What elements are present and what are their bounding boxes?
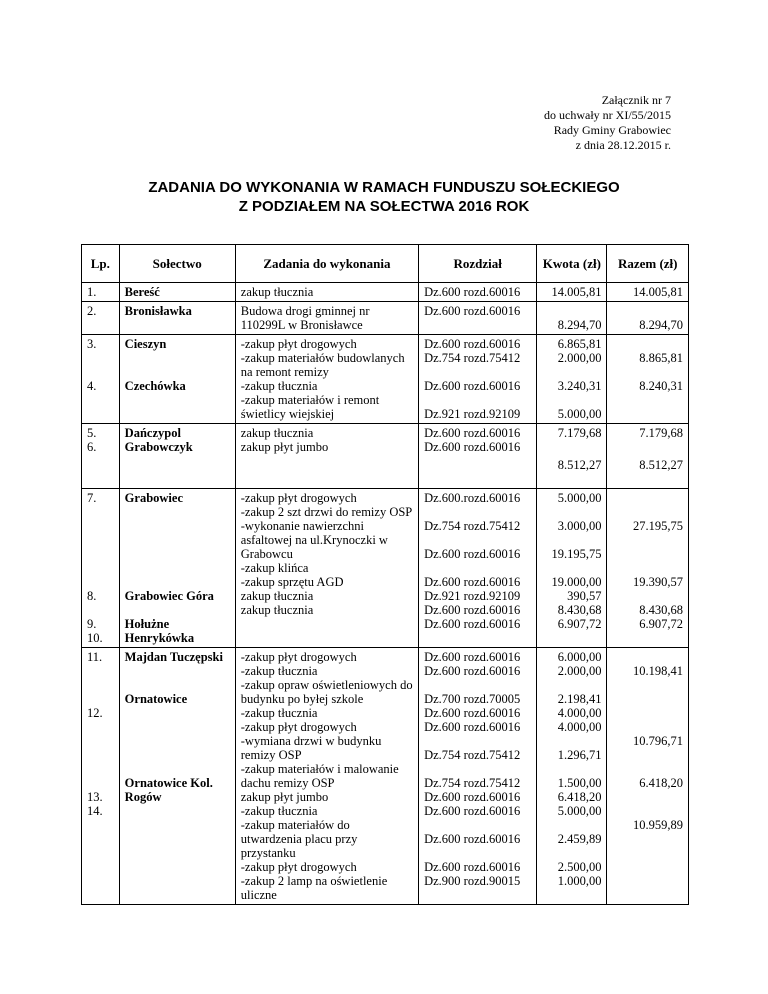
cell-rozdzial — [419, 335, 537, 424]
cell-task: Budowa drogi gminnej nr 110299L w Bronisławce — [235, 302, 418, 335]
cell-rozdzial — [419, 648, 537, 905]
cell-razem — [607, 648, 689, 905]
cell-kwota: 14.005,81 — [537, 283, 607, 302]
amount: 2.198,41 — [557, 692, 602, 706]
rozdzial: Dz.754 rozd.75412 — [424, 351, 521, 365]
lp-3: 3. — [87, 337, 97, 351]
task: -zakup płyt drogowych — [240, 337, 357, 351]
amount: 10.959,89 — [633, 818, 683, 832]
task: zakup tłucznia — [240, 589, 314, 603]
amount: 27.195,75 — [633, 519, 683, 533]
rozdzial: Dz.600 rozd.60016 — [424, 790, 521, 804]
cell-rozdzial — [419, 489, 537, 648]
amount: 3.000,00 — [557, 519, 602, 533]
rozdzial: Dz.600 rozd.60016 — [424, 860, 521, 874]
rozdzial: Dz.921 rozd.92109 — [424, 407, 521, 421]
cell-lp — [82, 424, 120, 489]
task: zakup tłucznia — [240, 426, 314, 440]
table-row — [82, 302, 689, 335]
name-holuzne: Hołużne — [124, 617, 170, 631]
cell-rozdzial: Dz.600 rozd.60016 — [419, 283, 537, 302]
cell-kwota — [537, 424, 607, 489]
cell-kwota — [537, 648, 607, 905]
lp-5: 5. — [87, 426, 97, 440]
rozdzial: Dz.600 rozd.60016 — [424, 664, 521, 678]
rozdzial: Dz.900 rozd.90015 — [424, 874, 521, 888]
amount: 6.418,20 — [557, 790, 602, 804]
amount: 19.390,57 — [633, 575, 683, 589]
task: -zakup tłucznia — [240, 379, 318, 393]
cell-razem — [607, 489, 689, 648]
amount: 4.000,00 — [557, 720, 602, 734]
rozdzial: Dz.600.rozd.60016 — [424, 491, 521, 505]
amount: 5.000,00 — [557, 804, 602, 818]
annex-line: z dnia 28.12.2015 r. — [575, 138, 671, 152]
amount: 7.179,68 — [639, 426, 683, 440]
name-ornatowice-kol: Ornatowice Kol. — [124, 776, 213, 790]
task: -zakup sprzętu AGD — [240, 575, 344, 589]
table-row — [82, 335, 689, 424]
cell-razem: 14.005,81 — [607, 283, 689, 302]
task: -zakup 2 szt drzwi do remizy OSP — [240, 505, 413, 519]
annex-note — [544, 93, 671, 153]
amount: 8.512,27 — [639, 458, 683, 472]
amount: 390,57 — [567, 589, 602, 603]
amount: 2.459,89 — [557, 832, 602, 846]
rozdzial: Dz.600 rozd.60016 — [424, 337, 521, 351]
rozdzial: Dz.754 rozd.75412 — [424, 776, 521, 790]
cell-solectwo — [119, 424, 235, 489]
cell-razem — [607, 424, 689, 489]
amount: 6.865,81 — [557, 337, 602, 351]
table-row — [82, 648, 689, 905]
annex-line: do uchwały nr XI/55/2015 — [544, 108, 671, 122]
amount: 5.000,00 — [557, 491, 602, 505]
rozdzial: Dz.700 rozd.70005 — [424, 692, 521, 706]
lp-4: 4. — [87, 379, 97, 393]
lp-10: 10. — [87, 631, 103, 645]
cell-rozdzial — [419, 424, 537, 489]
cell-solectwo: Bronisławka — [119, 302, 235, 335]
cell-solectwo: Bereść — [119, 283, 235, 302]
amount: 3.240,31 — [557, 379, 602, 393]
name-danczypol: Dańczypol — [124, 426, 181, 440]
header-solectwo: Sołectwo — [119, 245, 235, 283]
tasks-table — [81, 244, 689, 905]
rozdzial: Dz.754 rozd.75412 — [424, 519, 521, 533]
amount: 8.240,31 — [639, 379, 683, 393]
rozdzial: Dz.600 rozd.60016 — [424, 575, 521, 589]
rozdzial: Dz.600 rozd.60016 — [424, 650, 521, 664]
cell-kwota — [537, 302, 607, 335]
name-majdan-tuczepski: Majdan Tuczępski — [124, 650, 223, 664]
amount: 6.907,72 — [639, 617, 683, 631]
title-line: Z PODZIAŁEM NA SOŁECTWA 2016 ROK — [238, 198, 530, 215]
rozdzial: Dz.600 rozd.60016 — [424, 720, 521, 734]
rozdzial: Dz.600 rozd.60016 — [424, 603, 521, 617]
lp-9: 9. — [87, 617, 97, 631]
name-grabowiec-gora: Grabowiec Góra — [124, 589, 214, 603]
table-row — [82, 489, 689, 648]
cell-lp — [82, 489, 120, 648]
cell-lp — [82, 335, 120, 424]
lp-8: 8. — [87, 589, 97, 603]
name-ornatowice: Ornatowice — [124, 692, 188, 706]
cell-task — [235, 489, 418, 648]
amount: 4.000,00 — [557, 706, 602, 720]
name-grabowczyk: Grabowczyk — [124, 440, 193, 454]
amount: 8.294,70 — [639, 318, 683, 332]
amount: 5.000,00 — [557, 407, 602, 421]
amount: 2.000,00 — [557, 664, 602, 678]
task: -zakup tłucznia — [240, 664, 318, 678]
table-header-row — [82, 245, 689, 283]
cell-kwota — [537, 335, 607, 424]
lp-7: 7. — [87, 491, 97, 505]
amount: 8.865,81 — [639, 351, 683, 365]
annex-line: Rady Gminy Grabowiec — [553, 123, 671, 137]
task: zakup płyt jumbo — [240, 440, 329, 454]
annex-line: Załącznik nr 7 — [601, 93, 671, 107]
lp-6: 6. — [87, 440, 97, 454]
rozdzial: Dz.600 rozd.60016 — [424, 617, 521, 631]
task: -zakup płyt drogowych — [240, 491, 357, 505]
header-lp: Lp. — [82, 245, 120, 283]
task: -zakup tłucznia — [240, 706, 318, 720]
cell-task: zakup tłucznia — [235, 283, 418, 302]
task: -wykonanie nawierzchni asfaltowej na ul.Krynoczki w Grabowcu — [240, 519, 388, 561]
header-rozdzial: Rozdział — [419, 245, 537, 283]
task: -zakup materiałów do utwardzenia placu przy przystanku — [240, 818, 358, 860]
amount: 8.294,70 — [557, 318, 602, 332]
lp-12: 12. — [87, 706, 103, 720]
rozdzial: Dz.754 rozd.75412 — [424, 748, 521, 762]
amount: 1.000,00 — [557, 874, 602, 888]
document-title — [0, 178, 768, 216]
task: -zakup 2 lamp na oświetlenie uliczne — [240, 874, 388, 902]
cell-solectwo — [119, 335, 235, 424]
amount: 19.195,75 — [551, 547, 602, 561]
cell-kwota — [537, 489, 607, 648]
lp-11: 11. — [87, 650, 103, 664]
rozdzial: Dz.600 rozd.60016 — [424, 426, 521, 440]
task: zakup tłucznia — [240, 603, 314, 617]
task: -zakup materiałów i remont świetlicy wiejskiej — [240, 393, 380, 421]
name-henrykowka: Henrykówka — [124, 631, 195, 645]
rozdzial: Dz.600 rozd.60016 — [424, 547, 521, 561]
title-line: ZADANIA DO WYKONANIA W RAMACH FUNDUSZU SOŁECKIEGO — [148, 179, 620, 196]
rozdzial: Dz.600 rozd.60016 — [424, 440, 521, 454]
amount: 1.500,00 — [557, 776, 602, 790]
task: -zakup płyt drogowych — [240, 720, 357, 734]
lp-14: 14. — [87, 804, 103, 818]
table-row — [82, 424, 689, 489]
amount: 8.512,27 — [557, 458, 602, 472]
amount: 6.418,20 — [639, 776, 683, 790]
amount: 7.179,68 — [557, 426, 602, 440]
table-row — [82, 283, 689, 302]
cell-task — [235, 648, 418, 905]
rozdzial: Dz.600 rozd.60016 — [424, 379, 521, 393]
name-czechowka: Czechówka — [124, 379, 186, 393]
amount: 2.000,00 — [557, 351, 602, 365]
amount: 8.430,68 — [557, 603, 602, 617]
task: -zakup materiałów i malowanie dachu remizy OSP — [240, 762, 399, 790]
cell-task — [235, 424, 418, 489]
cell-lp: 1. — [82, 283, 120, 302]
rozdzial: Dz.600 rozd.60016 — [424, 804, 521, 818]
lp-13: 13. — [87, 790, 103, 804]
amount: 2.500,00 — [557, 860, 602, 874]
task: -zakup klińca — [240, 561, 309, 575]
amount: 6.907,72 — [557, 617, 602, 631]
cell-lp — [82, 648, 120, 905]
task: -zakup płyt drogowych — [240, 650, 357, 664]
cell-task — [235, 335, 418, 424]
rozdzial: Dz.600 rozd.60016 — [424, 706, 521, 720]
amount: 8.430,68 — [639, 603, 683, 617]
task: -zakup materiałów budowlanych na remont remizy — [240, 351, 405, 379]
rozdzial: Dz.600 rozd.60016 — [424, 832, 521, 846]
amount: 19.000,00 — [551, 575, 602, 589]
cell-rozdzial: Dz.600 rozd.60016 — [419, 302, 537, 335]
task: -zakup opraw oświetleniowych do budynku po byłej szkole — [240, 678, 413, 706]
cell-lp: 2. — [82, 302, 120, 335]
name-cieszyn: Cieszyn — [124, 337, 167, 351]
header-kwota: Kwota (zł) — [537, 245, 607, 283]
cell-solectwo — [119, 648, 235, 905]
task: -zakup tłucznia — [240, 804, 318, 818]
amount: 10.796,71 — [633, 734, 683, 748]
amount: 6.000,00 — [557, 650, 602, 664]
name-grabowiec: Grabowiec — [124, 491, 183, 505]
cell-solectwo — [119, 489, 235, 648]
cell-razem — [607, 335, 689, 424]
rozdzial: Dz.921 rozd.92109 — [424, 589, 521, 603]
task: -wymiana drzwi w budynku remizy OSP — [240, 734, 382, 762]
amount: 10.198,41 — [633, 664, 683, 678]
cell-razem — [607, 302, 689, 335]
task: -zakup płyt drogowych — [240, 860, 357, 874]
task: zakup płyt jumbo — [240, 790, 329, 804]
name-rogow: Rogów — [124, 790, 162, 804]
header-razem: Razem (zł) — [607, 245, 689, 283]
header-zadania: Zadania do wykonania — [235, 245, 418, 283]
amount: 1.296,71 — [557, 748, 602, 762]
